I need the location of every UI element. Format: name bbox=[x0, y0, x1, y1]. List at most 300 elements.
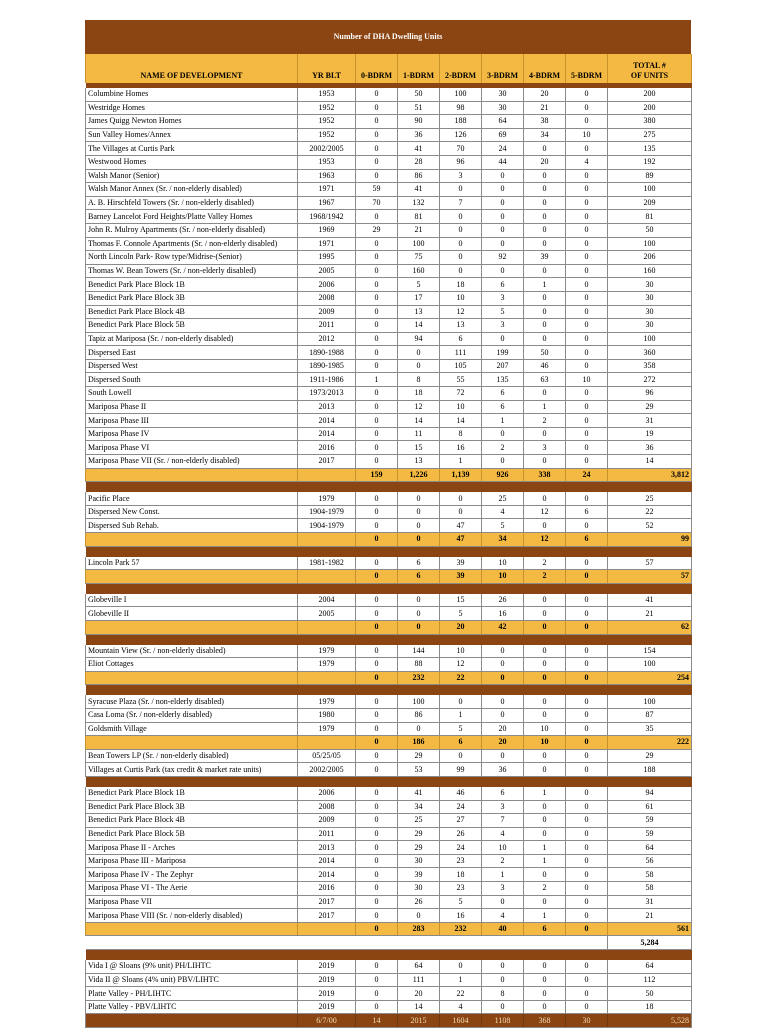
bedroom-count: 0 bbox=[524, 183, 566, 197]
table-row bbox=[86, 387, 692, 401]
table-row bbox=[86, 155, 692, 169]
year-built: 2014 bbox=[298, 868, 356, 882]
bedroom-count: 199 bbox=[482, 346, 524, 360]
year-built: 2011 bbox=[298, 319, 356, 333]
development-name bbox=[86, 620, 298, 634]
total-units: 206 bbox=[608, 251, 692, 265]
bedroom-count: 0 bbox=[566, 346, 608, 360]
bedroom-count: 2 bbox=[524, 882, 566, 896]
year-built: 2017 bbox=[298, 895, 356, 909]
development-name: Benedict Park Place Block 5B bbox=[86, 827, 298, 841]
development-name bbox=[86, 1014, 298, 1028]
bedroom-count: 0 bbox=[440, 251, 482, 265]
bedroom-count: 0 bbox=[356, 570, 398, 584]
bedroom-count: 25 bbox=[398, 814, 440, 828]
bedroom-count: 10 bbox=[524, 736, 566, 750]
bedroom-count: 6 bbox=[482, 387, 524, 401]
bedroom-count: 3 bbox=[524, 441, 566, 455]
bedroom-count: 0 bbox=[566, 909, 608, 923]
development-name: Mariposa Phase VI - The Aerie bbox=[86, 882, 298, 896]
year-built: 2002/2005 bbox=[298, 142, 356, 156]
bedroom-count: 0 bbox=[482, 708, 524, 722]
total-units: 64 bbox=[608, 841, 692, 855]
bedroom-count: 3 bbox=[482, 800, 524, 814]
bedroom-count: 0 bbox=[356, 882, 398, 896]
bedroom-count: 3 bbox=[482, 319, 524, 333]
development-name: Mariposa Phase II bbox=[86, 400, 298, 414]
bedroom-count: 0 bbox=[356, 519, 398, 533]
development-name: Thomas W. Bean Towers (Sr. / non-elderly disabled) bbox=[86, 264, 298, 278]
development-name: Mountain View (Sr. / non-elderly disabled) bbox=[86, 645, 298, 658]
bedroom-count: 41 bbox=[398, 142, 440, 156]
year-built: 2016 bbox=[298, 441, 356, 455]
bedroom-count: 0 bbox=[356, 237, 398, 251]
bedroom-count: 29 bbox=[398, 749, 440, 763]
year-built bbox=[298, 736, 356, 750]
table-row bbox=[86, 854, 692, 868]
bedroom-count: 1 bbox=[524, 400, 566, 414]
bedroom-count: 0 bbox=[524, 142, 566, 156]
table-row bbox=[86, 814, 692, 828]
development-name: Benedict Park Place Block 4B bbox=[86, 305, 298, 319]
empty-cell bbox=[482, 936, 524, 950]
bedroom-count: 1 bbox=[524, 841, 566, 855]
empty-cell bbox=[524, 936, 566, 950]
bedroom-count: 1 bbox=[440, 708, 482, 722]
bedroom-count: 14 bbox=[440, 414, 482, 428]
bedroom-count: 39 bbox=[398, 868, 440, 882]
header-0bdrm: 0-BDRM bbox=[356, 54, 398, 83]
bedroom-count: 0 bbox=[566, 787, 608, 800]
development-name: Platte Valley - PH/LIHTC bbox=[86, 987, 298, 1001]
bedroom-count: 0 bbox=[566, 895, 608, 909]
bedroom-count: 0 bbox=[566, 400, 608, 414]
total-units: 81 bbox=[608, 210, 692, 224]
bedroom-count: 0 bbox=[566, 736, 608, 750]
bedroom-count: 13 bbox=[398, 305, 440, 319]
bedroom-count: 21 bbox=[398, 223, 440, 237]
bedroom-count: 0 bbox=[356, 251, 398, 265]
development-name: Dispersed Sub Rehab. bbox=[86, 519, 298, 533]
bedroom-count: 5 bbox=[398, 278, 440, 292]
development-name: Casa Loma (Sr. / non-elderly disabled) bbox=[86, 708, 298, 722]
empty-cell bbox=[356, 936, 398, 950]
development-name bbox=[86, 922, 298, 936]
bedroom-count: 7 bbox=[482, 814, 524, 828]
bedroom-count: 0 bbox=[524, 264, 566, 278]
bedroom-count: 12 bbox=[440, 305, 482, 319]
year-built: 1890-1985 bbox=[298, 359, 356, 373]
total-units: 35 bbox=[608, 722, 692, 736]
total-units: 5,528 bbox=[608, 1014, 692, 1028]
bedroom-count: 29 bbox=[398, 827, 440, 841]
development-name: Sun Valley Homes/Annex bbox=[86, 128, 298, 142]
bedroom-count: 46 bbox=[524, 359, 566, 373]
total-units: 30 bbox=[608, 278, 692, 292]
bedroom-count: 0 bbox=[440, 183, 482, 197]
total-units: 58 bbox=[608, 882, 692, 896]
bedroom-count: 0 bbox=[356, 492, 398, 505]
bedroom-count: 0 bbox=[482, 645, 524, 658]
development-name: Globeville I bbox=[86, 594, 298, 607]
bedroom-count: 39 bbox=[440, 570, 482, 584]
bedroom-count: 0 bbox=[440, 505, 482, 519]
table-row bbox=[86, 359, 692, 373]
bedroom-count: 0 bbox=[356, 128, 398, 142]
bedroom-count: 55 bbox=[440, 373, 482, 387]
bedroom-count: 34 bbox=[482, 533, 524, 547]
table-row bbox=[86, 183, 692, 197]
year-built bbox=[298, 570, 356, 584]
bedroom-count: 12 bbox=[524, 505, 566, 519]
table-row bbox=[86, 427, 692, 441]
bedroom-count: 0 bbox=[356, 346, 398, 360]
bedroom-count: 0 bbox=[356, 749, 398, 763]
year-built: 1904-1979 bbox=[298, 505, 356, 519]
bedroom-count: 0 bbox=[524, 237, 566, 251]
year-built: 2009 bbox=[298, 814, 356, 828]
bedroom-count: 18 bbox=[440, 278, 482, 292]
bedroom-count: 0 bbox=[356, 620, 398, 634]
bedroom-count: 64 bbox=[398, 960, 440, 973]
bedroom-count: 0 bbox=[356, 868, 398, 882]
development-name: Barney Lancelot Ford Heights/Platte Valley Homes bbox=[86, 210, 298, 224]
bedroom-count: 0 bbox=[356, 973, 398, 987]
bedroom-count: 24 bbox=[482, 142, 524, 156]
header-2bdrm: 2-BDRM bbox=[440, 54, 482, 83]
development-name: Benedict Park Place Block 1B bbox=[86, 787, 298, 800]
bedroom-count: 0 bbox=[524, 169, 566, 183]
bedroom-count: 0 bbox=[566, 169, 608, 183]
bedroom-count: 0 bbox=[566, 827, 608, 841]
header-year: YR BLT bbox=[298, 54, 356, 83]
year-built: 1995 bbox=[298, 251, 356, 265]
bedroom-count: 1 bbox=[440, 455, 482, 469]
total-units: 57 bbox=[608, 557, 692, 570]
bedroom-count: 0 bbox=[566, 987, 608, 1001]
bedroom-count: 0 bbox=[566, 359, 608, 373]
bedroom-count: 30 bbox=[482, 88, 524, 101]
bedroom-count: 36 bbox=[398, 128, 440, 142]
header-name: NAME OF DEVELOPMENT bbox=[86, 54, 298, 83]
bedroom-count: 22 bbox=[440, 987, 482, 1001]
table-row bbox=[86, 882, 692, 896]
bedroom-count: 50 bbox=[524, 346, 566, 360]
year-built: 2019 bbox=[298, 987, 356, 1001]
bedroom-count: 2 bbox=[482, 441, 524, 455]
year-built: 1967 bbox=[298, 196, 356, 210]
bedroom-count: 44 bbox=[482, 155, 524, 169]
bedroom-count: 4 bbox=[482, 909, 524, 923]
year-built: 1904-1979 bbox=[298, 519, 356, 533]
development-name: Thomas F. Connole Apartments (Sr. / non-elderly disabled) bbox=[86, 237, 298, 251]
table-row bbox=[86, 278, 692, 292]
bedroom-count: 0 bbox=[566, 671, 608, 685]
bedroom-count: 10 bbox=[524, 722, 566, 736]
bedroom-count: 3 bbox=[482, 291, 524, 305]
table-row bbox=[86, 264, 692, 278]
year-built: 1952 bbox=[298, 128, 356, 142]
bedroom-count: 5 bbox=[440, 895, 482, 909]
development-name: Walsh Manor Annex (Sr. / non-elderly disabled) bbox=[86, 183, 298, 197]
total-units: 100 bbox=[608, 695, 692, 708]
bedroom-count: 0 bbox=[524, 319, 566, 333]
development-name: Benedict Park Place Block 3B bbox=[86, 800, 298, 814]
bedroom-count: 0 bbox=[524, 749, 566, 763]
total-units: 135 bbox=[608, 142, 692, 156]
bedroom-count: 0 bbox=[566, 223, 608, 237]
year-built: 2008 bbox=[298, 291, 356, 305]
bedroom-count: 0 bbox=[566, 973, 608, 987]
bedroom-count: 13 bbox=[398, 455, 440, 469]
bedroom-count: 0 bbox=[356, 332, 398, 346]
total-units: 19 bbox=[608, 427, 692, 441]
total-units: 358 bbox=[608, 359, 692, 373]
table-row bbox=[86, 115, 692, 129]
bedroom-count: 0 bbox=[356, 827, 398, 841]
bedroom-count: 0 bbox=[356, 645, 398, 658]
bedroom-count: 0 bbox=[356, 387, 398, 401]
subtotal-row bbox=[86, 468, 692, 482]
bedroom-count: 0 bbox=[524, 973, 566, 987]
section-divider bbox=[86, 776, 692, 787]
table-row bbox=[86, 594, 692, 607]
bedroom-count: 10 bbox=[566, 128, 608, 142]
subtotal-row bbox=[86, 570, 692, 584]
total-units: 50 bbox=[608, 987, 692, 1001]
bedroom-count: 0 bbox=[524, 960, 566, 973]
bedroom-count: 0 bbox=[398, 519, 440, 533]
total-units: 254 bbox=[608, 671, 692, 685]
bedroom-count: 0 bbox=[524, 800, 566, 814]
development-name: Dispersed West bbox=[86, 359, 298, 373]
bedroom-count: 96 bbox=[440, 155, 482, 169]
bedroom-count: 29 bbox=[356, 223, 398, 237]
bedroom-count: 98 bbox=[440, 101, 482, 115]
bedroom-count: 0 bbox=[356, 115, 398, 129]
total-units: 99 bbox=[608, 533, 692, 547]
bedroom-count: 0 bbox=[398, 359, 440, 373]
bedroom-count: 0 bbox=[356, 841, 398, 855]
year-built: 2013 bbox=[298, 841, 356, 855]
bedroom-count: 12 bbox=[440, 658, 482, 672]
bedroom-count: 0 bbox=[440, 237, 482, 251]
bedroom-count: 0 bbox=[566, 291, 608, 305]
section-divider bbox=[86, 546, 692, 557]
development-name bbox=[86, 671, 298, 685]
bedroom-count: 0 bbox=[482, 749, 524, 763]
bedroom-count: 0 bbox=[356, 101, 398, 115]
subtotal-row bbox=[86, 922, 692, 936]
bedroom-count: 5 bbox=[440, 607, 482, 621]
bedroom-count: 0 bbox=[482, 210, 524, 224]
table-row bbox=[86, 868, 692, 882]
bedroom-count: 4 bbox=[482, 827, 524, 841]
bedroom-count: 0 bbox=[566, 695, 608, 708]
bedroom-count: 0 bbox=[524, 607, 566, 621]
table-row bbox=[86, 722, 692, 736]
year-built: 2011 bbox=[298, 827, 356, 841]
bedroom-count: 0 bbox=[524, 291, 566, 305]
year-built bbox=[298, 533, 356, 547]
total-units: 275 bbox=[608, 128, 692, 142]
bedroom-count: 0 bbox=[356, 960, 398, 973]
year-built: 2019 bbox=[298, 960, 356, 973]
year-built bbox=[298, 671, 356, 685]
table-row bbox=[86, 695, 692, 708]
development-name: Mariposa Phase III - Mariposa bbox=[86, 854, 298, 868]
bedroom-count: 40 bbox=[482, 922, 524, 936]
development-name: Benedict Park Place Block 4B bbox=[86, 814, 298, 828]
total-units: 94 bbox=[608, 787, 692, 800]
total-units: 360 bbox=[608, 346, 692, 360]
bedroom-count: 47 bbox=[440, 519, 482, 533]
bedroom-count: 0 bbox=[356, 88, 398, 101]
bedroom-count: 186 bbox=[398, 736, 440, 750]
bedroom-count: 8 bbox=[398, 373, 440, 387]
table-row bbox=[86, 787, 692, 800]
year-built: 2014 bbox=[298, 427, 356, 441]
bedroom-count: 6 bbox=[482, 787, 524, 800]
total-units: 3,812 bbox=[608, 468, 692, 482]
bedroom-count: 0 bbox=[356, 169, 398, 183]
bedroom-count: 0 bbox=[356, 800, 398, 814]
bedroom-count: 0 bbox=[524, 708, 566, 722]
bedroom-count: 0 bbox=[566, 278, 608, 292]
bedroom-count: 188 bbox=[440, 115, 482, 129]
table-row bbox=[86, 895, 692, 909]
total-units: 59 bbox=[608, 814, 692, 828]
bedroom-count: 0 bbox=[566, 960, 608, 973]
bedroom-count: 0 bbox=[398, 492, 440, 505]
section-divider bbox=[86, 950, 692, 961]
total-units: 100 bbox=[608, 658, 692, 672]
bedroom-count: 26 bbox=[398, 895, 440, 909]
bedroom-count: 13 bbox=[440, 319, 482, 333]
bedroom-count: 0 bbox=[566, 101, 608, 115]
total-units: 41 bbox=[608, 594, 692, 607]
bedroom-count: 20 bbox=[524, 88, 566, 101]
total-units: 561 bbox=[608, 922, 692, 936]
table-row bbox=[86, 763, 692, 777]
bedroom-count: 51 bbox=[398, 101, 440, 115]
bedroom-count: 6 bbox=[398, 557, 440, 570]
total-units: 58 bbox=[608, 868, 692, 882]
bedroom-count: 4 bbox=[482, 505, 524, 519]
bedroom-count: 1 bbox=[524, 278, 566, 292]
total-units: 56 bbox=[608, 854, 692, 868]
total-units: 31 bbox=[608, 414, 692, 428]
year-built: 2013 bbox=[298, 400, 356, 414]
bedroom-count: 0 bbox=[524, 658, 566, 672]
bedroom-count: 24 bbox=[566, 468, 608, 482]
bedroom-count: 0 bbox=[566, 441, 608, 455]
bedroom-count: 0 bbox=[566, 427, 608, 441]
bedroom-count: 63 bbox=[524, 373, 566, 387]
bedroom-count: 0 bbox=[482, 223, 524, 237]
bedroom-count: 6 bbox=[524, 922, 566, 936]
bedroom-count: 100 bbox=[440, 88, 482, 101]
bedroom-count: 0 bbox=[524, 827, 566, 841]
bedroom-count: 15 bbox=[398, 441, 440, 455]
year-built: 1979 bbox=[298, 492, 356, 505]
bedroom-count: 0 bbox=[482, 671, 524, 685]
development-name: Mariposa Phase IV - The Zephyr bbox=[86, 868, 298, 882]
bedroom-count: 23 bbox=[440, 882, 482, 896]
bedroom-count: 0 bbox=[566, 414, 608, 428]
bedroom-count: 0 bbox=[356, 922, 398, 936]
bedroom-count: 0 bbox=[440, 223, 482, 237]
year-built: 2017 bbox=[298, 909, 356, 923]
development-name: South Lowell bbox=[86, 387, 298, 401]
bedroom-count: 0 bbox=[566, 841, 608, 855]
bedroom-count: 1 bbox=[524, 909, 566, 923]
bedroom-count: 100 bbox=[398, 695, 440, 708]
development-name: Vida I @ Sloans (9% unit) PH/LIHTC bbox=[86, 960, 298, 973]
bedroom-count: 0 bbox=[524, 763, 566, 777]
bedroom-count: 100 bbox=[398, 237, 440, 251]
table-row bbox=[86, 88, 692, 101]
bedroom-count: 70 bbox=[440, 142, 482, 156]
bedroom-count: 232 bbox=[398, 671, 440, 685]
total-units: 209 bbox=[608, 196, 692, 210]
bedroom-count: 6 bbox=[482, 278, 524, 292]
table-row bbox=[86, 987, 692, 1001]
total-units: 22 bbox=[608, 505, 692, 519]
bedroom-count: 92 bbox=[482, 251, 524, 265]
bedroom-count: 0 bbox=[524, 645, 566, 658]
bedroom-count: 0 bbox=[356, 909, 398, 923]
bedroom-count: 0 bbox=[524, 814, 566, 828]
bedroom-count: 1 bbox=[524, 854, 566, 868]
bedroom-count: 283 bbox=[398, 922, 440, 936]
bedroom-count: 0 bbox=[482, 960, 524, 973]
year-built: 2019 bbox=[298, 1000, 356, 1014]
bedroom-count: 50 bbox=[398, 88, 440, 101]
bedroom-count: 0 bbox=[356, 607, 398, 621]
bedroom-count: 8 bbox=[440, 427, 482, 441]
bedroom-count: 0 bbox=[356, 505, 398, 519]
bedroom-count: 1 bbox=[440, 973, 482, 987]
bedroom-count: 2 bbox=[524, 570, 566, 584]
bedroom-count: 20 bbox=[440, 620, 482, 634]
bedroom-count: 0 bbox=[440, 960, 482, 973]
bedroom-count: 36 bbox=[482, 763, 524, 777]
total-units: 29 bbox=[608, 400, 692, 414]
total-units: 30 bbox=[608, 319, 692, 333]
bedroom-count: 0 bbox=[566, 570, 608, 584]
development-name: A. B. Hirschfeld Towers (Sr. / non-elderly disabled) bbox=[86, 196, 298, 210]
table-row bbox=[86, 909, 692, 923]
bedroom-count: 0 bbox=[566, 594, 608, 607]
bedroom-count: 0 bbox=[440, 695, 482, 708]
year-built bbox=[298, 620, 356, 634]
development-name: Villages at Curtis Park (tax credit & market rate units) bbox=[86, 763, 298, 777]
bedroom-count: 5 bbox=[440, 722, 482, 736]
bedroom-count: 0 bbox=[566, 814, 608, 828]
bedroom-count: 0 bbox=[566, 708, 608, 722]
total-units: 21 bbox=[608, 909, 692, 923]
year-built bbox=[298, 922, 356, 936]
bedroom-count: 0 bbox=[356, 671, 398, 685]
bedroom-count: 69 bbox=[482, 128, 524, 142]
total-units: 272 bbox=[608, 373, 692, 387]
total-units: 64 bbox=[608, 960, 692, 973]
year-built: 2014 bbox=[298, 414, 356, 428]
table-row bbox=[86, 400, 692, 414]
bedroom-count: 0 bbox=[566, 264, 608, 278]
development-name: Vida II @ Sloans (4% unit) PBV/LIHTC bbox=[86, 973, 298, 987]
